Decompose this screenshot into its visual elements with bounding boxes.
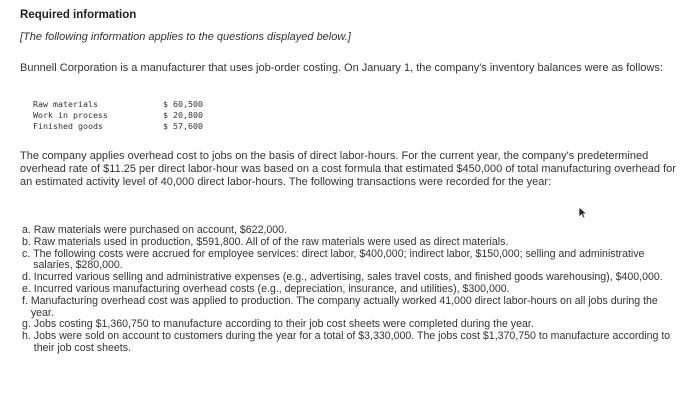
balance-label: Work in process (33, 110, 108, 120)
list-item-letter: a. (22, 224, 31, 236)
overhead-paragraph: The company applies overhead cost to jobs on the basis of direct labor-hours. For the current year, the company's predetermined overhead rate of $11.25 per direct labor-hour was based on a cost formula that estimated $450,000 of total manufacturing overhead for an estimated activity level of 40,000 direct labor-hours. The following transactions were recorded for the year: (20, 150, 676, 188)
list-item (22, 284, 682, 296)
balance-value: $ 60,500 (163, 99, 203, 109)
list-item-text: Manufacturing overhead cost was applied to production. The company actually worked 41,000 direct labor-hours on all jobs during the year. (30, 294, 658, 319)
list-item-letter: e. (22, 282, 31, 295)
balance-value: $ 57,600 (163, 121, 203, 131)
list-item-letter: g. (22, 318, 31, 331)
list-item-letter: h. (22, 330, 31, 343)
list-item-text: Jobs were sold on account to customers during the year for a total of $3,330,000. The jobs cost $1,370,750 to manufacture according to their job cost sheets. (33, 330, 671, 354)
list-item (22, 296, 682, 320)
list-item-text: Raw materials used in production, $591,800. All of of the raw materials were used as direct materials. (33, 235, 509, 248)
list-item-text: The following costs were accrued for employee services: direct labor, $400,000; indirect labor, $150,000; selling and administrative salaries, $280,000. (33, 247, 645, 272)
list-item-text: Jobs costing $1,360,750 to manufacture according to their job cost sheets were completed during the year. (33, 318, 534, 331)
transactions-list (22, 225, 682, 355)
list-item (22, 331, 682, 355)
balance-value: $ 20,800 (163, 110, 203, 120)
intro-text: Bunnell Corporation is a manufacturer that uses job-order costing. On January 1, the company's inventory balances were as follows: (20, 62, 663, 74)
list-item (22, 249, 682, 273)
heading: Required information (20, 9, 137, 21)
list-item-text: Raw materials were purchased on account, $622,000. (33, 224, 288, 236)
note-text: [The following information applies to the questions displayed below.] (20, 31, 351, 43)
list-item (22, 237, 682, 249)
balance-row (33, 99, 203, 110)
list-item-text: Incurred various selling and administrative expenses (e.g., advertising, sales travel costs, and finished goods warehousing), $400,000. (33, 271, 663, 284)
list-item-letter: d. (22, 271, 31, 284)
list-item-letter: f. (22, 294, 28, 307)
list-item-letter: b. (22, 235, 31, 248)
mouse-cursor-icon (576, 205, 590, 219)
balance-label: Raw materials (33, 99, 98, 109)
balance-label: Finished goods (33, 121, 103, 131)
list-item-text: Incurred various manufacturing overhead costs (e.g., depreciation, insurance, and utilities), $300,000. (33, 282, 510, 295)
inventory-balances-table (33, 99, 203, 132)
balance-row (33, 121, 203, 132)
list-item-letter: c. (22, 247, 31, 260)
balance-row (33, 110, 203, 121)
